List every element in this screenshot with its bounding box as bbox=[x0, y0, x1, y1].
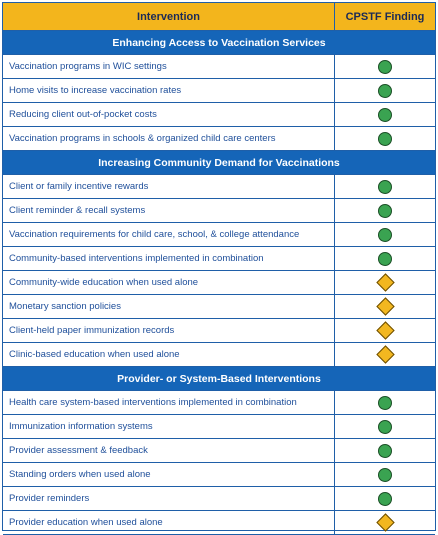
finding-cell bbox=[335, 439, 435, 462]
finding-cell bbox=[335, 343, 435, 366]
table-header bbox=[3, 3, 435, 31]
green-circle-icon bbox=[378, 468, 392, 482]
intervention-label: Vaccination requirements for child care, school, & college attendance bbox=[3, 223, 335, 246]
yellow-diamond-icon bbox=[376, 321, 394, 339]
finding-cell bbox=[335, 247, 435, 270]
table-row bbox=[3, 79, 435, 103]
yellow-diamond-icon bbox=[376, 513, 394, 531]
green-circle-icon bbox=[378, 420, 392, 434]
table-row bbox=[3, 175, 435, 199]
table-row bbox=[3, 343, 435, 367]
intervention-label: Community-wide education when used alone bbox=[3, 271, 335, 294]
intervention-label: Provider education when used alone bbox=[3, 511, 335, 534]
finding-cell bbox=[335, 79, 435, 102]
green-circle-icon bbox=[378, 132, 392, 146]
finding-cell bbox=[335, 511, 435, 534]
section-header: Provider- or System-Based Interventions bbox=[3, 367, 435, 391]
intervention-label: Clinic-based education when used alone bbox=[3, 343, 335, 366]
intervention-label: Client reminder & recall systems bbox=[3, 199, 335, 222]
intervention-label: Home visits to increase vaccination rates bbox=[3, 79, 335, 102]
finding-cell bbox=[335, 319, 435, 342]
intervention-label: Reducing client out-of-pocket costs bbox=[3, 103, 335, 126]
green-circle-icon bbox=[378, 252, 392, 266]
table-row bbox=[3, 415, 435, 439]
green-circle-icon bbox=[378, 84, 392, 98]
intervention-label: Provider reminders bbox=[3, 487, 335, 510]
table-row bbox=[3, 55, 435, 79]
green-circle-icon bbox=[378, 228, 392, 242]
intervention-label: Standing orders when used alone bbox=[3, 463, 335, 486]
yellow-diamond-icon bbox=[376, 297, 394, 315]
intervention-label: Immunization information systems bbox=[3, 415, 335, 438]
table-row bbox=[3, 463, 435, 487]
table-row bbox=[3, 223, 435, 247]
table-row bbox=[3, 247, 435, 271]
finding-cell bbox=[335, 463, 435, 486]
finding-cell bbox=[335, 199, 435, 222]
yellow-diamond-icon bbox=[376, 345, 394, 363]
section-header: Enhancing Access to Vaccination Services bbox=[3, 31, 435, 55]
table-row bbox=[3, 127, 435, 151]
green-circle-icon bbox=[378, 444, 392, 458]
cpstf-findings-table bbox=[2, 2, 436, 531]
intervention-label: Health care system-based interventions implemented in combination bbox=[3, 391, 335, 414]
table-row bbox=[3, 103, 435, 127]
intervention-label: Vaccination programs in schools & organized child care centers bbox=[3, 127, 335, 150]
finding-cell bbox=[335, 175, 435, 198]
column-header-intervention: Intervention bbox=[3, 3, 335, 30]
column-header-cpstf-finding: CPSTF Finding bbox=[345, 10, 425, 23]
green-circle-icon bbox=[378, 60, 392, 74]
intervention-label: Monetary sanction policies bbox=[3, 295, 335, 318]
table-row bbox=[3, 511, 435, 535]
green-circle-icon bbox=[378, 204, 392, 218]
finding-cell bbox=[335, 271, 435, 294]
section-header: Increasing Community Demand for Vaccinations bbox=[3, 151, 435, 175]
finding-cell bbox=[335, 55, 435, 78]
intervention-label: Client-held paper immunization records bbox=[3, 319, 335, 342]
intervention-label: Community-based interventions implemented in combination bbox=[3, 247, 335, 270]
green-circle-icon bbox=[378, 396, 392, 410]
finding-cell bbox=[335, 487, 435, 510]
table-row bbox=[3, 391, 435, 415]
table-row bbox=[3, 295, 435, 319]
table-row bbox=[3, 199, 435, 223]
finding-cell bbox=[335, 415, 435, 438]
green-circle-icon bbox=[378, 492, 392, 506]
intervention-label: Provider assessment & feedback bbox=[3, 439, 335, 462]
table-row bbox=[3, 319, 435, 343]
finding-cell bbox=[335, 295, 435, 318]
finding-cell bbox=[335, 127, 435, 150]
finding-cell bbox=[335, 391, 435, 414]
table-row bbox=[3, 487, 435, 511]
table-body bbox=[3, 31, 435, 535]
finding-cell bbox=[335, 103, 435, 126]
table-row bbox=[3, 439, 435, 463]
green-circle-icon bbox=[378, 108, 392, 122]
intervention-label: Vaccination programs in WIC settings bbox=[3, 55, 335, 78]
finding-cell bbox=[335, 223, 435, 246]
table-row bbox=[3, 271, 435, 295]
intervention-label: Client or family incentive rewards bbox=[3, 175, 335, 198]
green-circle-icon bbox=[378, 180, 392, 194]
yellow-diamond-icon bbox=[376, 273, 394, 291]
